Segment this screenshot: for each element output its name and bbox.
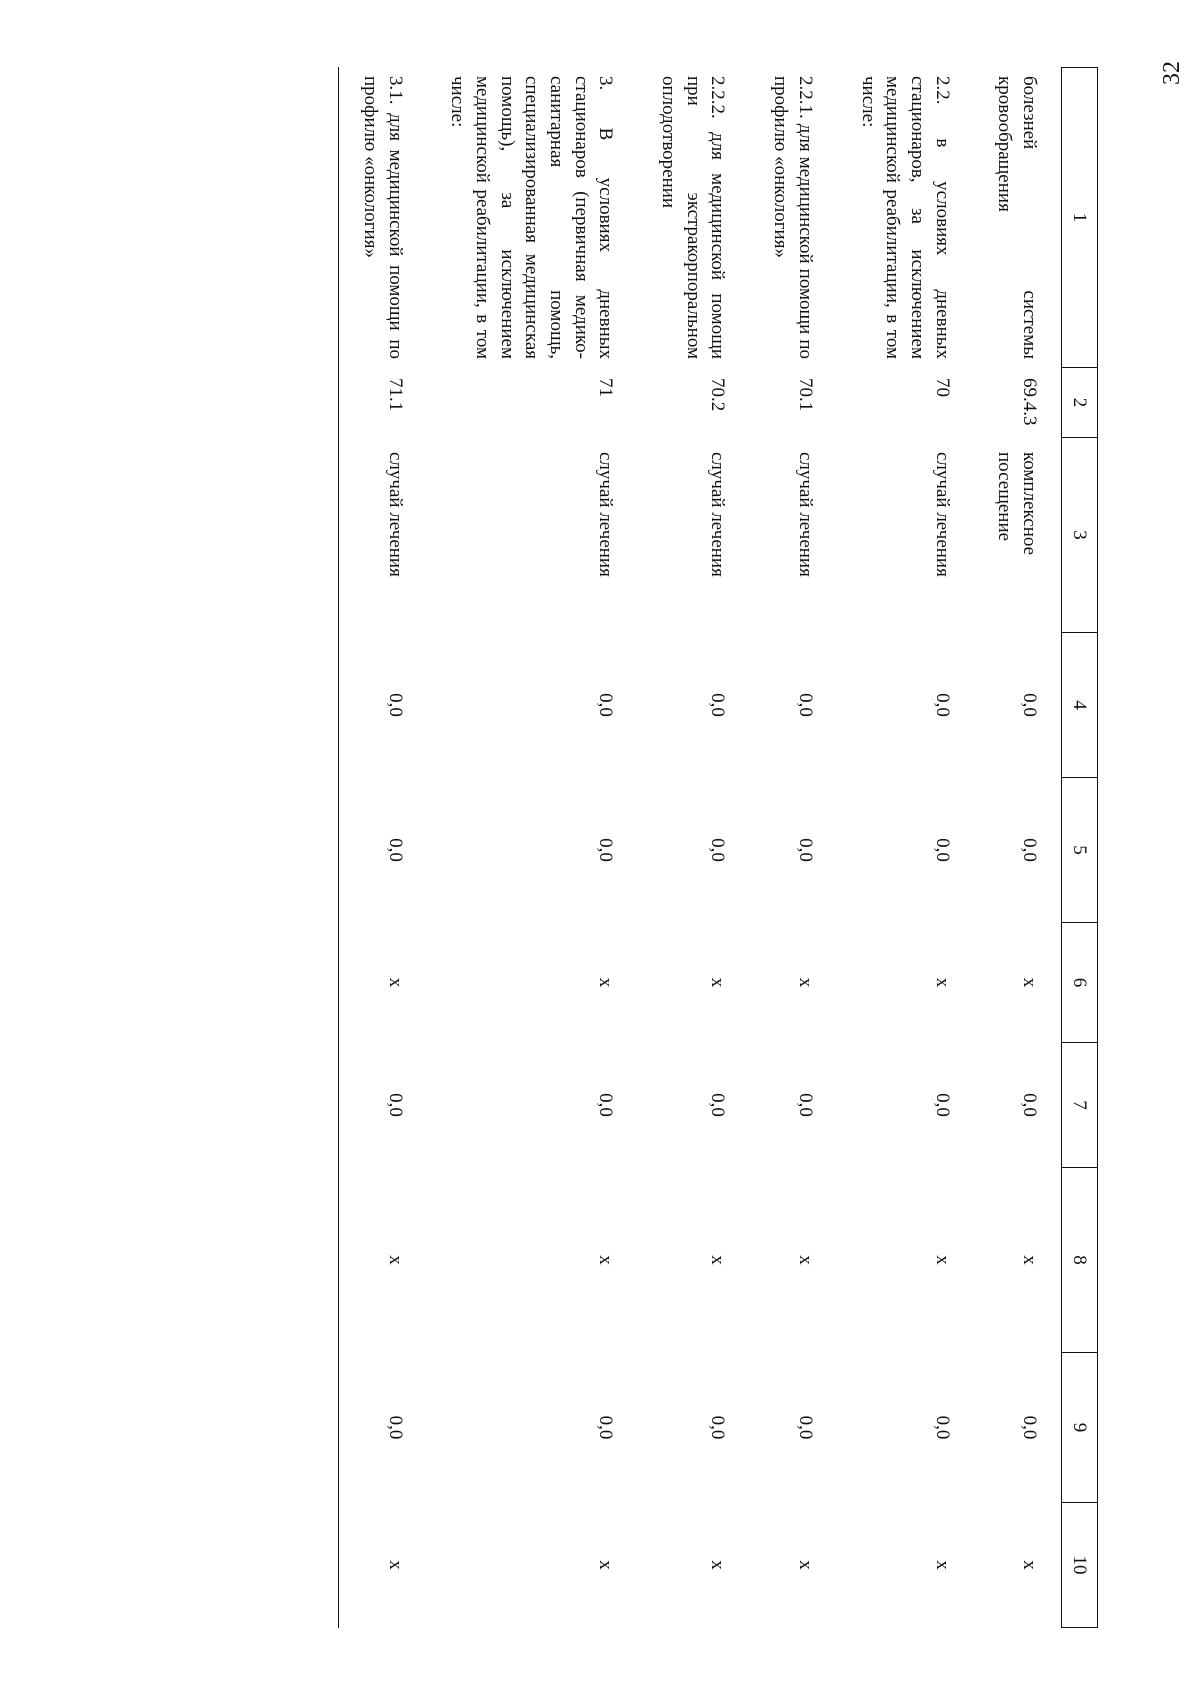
cell-col-8: x [1019, 1255, 1040, 1265]
cell-col-8: x [931, 1255, 953, 1265]
cell-col-6: x [595, 977, 617, 988]
row-unit: случай лечения [707, 452, 729, 577]
table-row [427, 68, 638, 1628]
cell-col-7: 0,0 [931, 1093, 953, 1117]
col-header-6: 6 [1062, 923, 1098, 1043]
cell-col-9: 0,0 [339, 1353, 427, 1503]
col-header-9: 9 [1062, 1353, 1098, 1503]
row-description: 2.2.2. для медицинской помощи при экстракорпоральном оплодотворении [658, 76, 729, 359]
cell-col-9: 0,0 [595, 1415, 617, 1440]
row-unit: случай лечения [595, 452, 617, 577]
row-code: 70.1 [794, 378, 816, 412]
cell-col-6: x [794, 977, 816, 988]
cell-col-7: 0,0 [595, 1093, 617, 1117]
row-code: 71 [595, 378, 617, 397]
cell-col-9: 0,0 [707, 1415, 729, 1440]
rotated-document-page [178, 57, 1185, 1657]
table-row [750, 68, 837, 1628]
row-code: 71.1 [339, 368, 427, 438]
cell-col-8: x [707, 1255, 729, 1265]
cell-col-5: 0,0 [794, 838, 816, 862]
row-unit: случай лечения [931, 452, 953, 577]
cell-col-10: x [339, 1503, 427, 1628]
cell-col-10: x [794, 1560, 816, 1570]
cell-col-6: x [931, 977, 953, 988]
cell-col-8: x [339, 1168, 427, 1353]
cell-col-4: 0,0 [595, 693, 617, 717]
cell-col-4: 0,0 [1019, 693, 1040, 717]
table-row [974, 68, 1062, 1628]
cell-col-5: 0,0 [931, 838, 953, 862]
col-header-2: 2 [1062, 368, 1098, 438]
cell-col-4: 0,0 [794, 693, 816, 717]
cell-col-4: 0,0 [931, 693, 953, 717]
col-header-5: 5 [1062, 778, 1098, 923]
col-header-4: 4 [1062, 633, 1098, 778]
cell-col-10: x [1019, 1560, 1040, 1570]
cell-col-7: 0,0 [339, 1043, 427, 1168]
cell-col-6: x [339, 923, 427, 1043]
cell-col-8: x [794, 1255, 816, 1265]
row-unit: комплексное посещение [994, 452, 1040, 556]
row-code: 70 [931, 378, 953, 397]
cell-col-9: 0,0 [794, 1415, 816, 1440]
cell-col-9: 0,0 [931, 1415, 953, 1440]
row-unit: случай лечения [794, 452, 816, 577]
table-row [837, 68, 974, 1628]
row-unit: случай лечения [339, 438, 427, 633]
header-row [1062, 68, 1098, 1628]
row-code: 69.4.3 [1019, 378, 1040, 426]
col-header-8: 8 [1062, 1168, 1098, 1353]
data-table [338, 67, 1098, 1628]
row-description: 3.1. для медицинской помощи по профилю «онкология» [339, 68, 427, 368]
cell-col-10: x [595, 1560, 617, 1570]
page-number: 32 [1159, 61, 1185, 85]
row-code: 70.2 [707, 378, 729, 412]
col-header-10: 10 [1062, 1503, 1098, 1628]
cell-col-10: x [931, 1560, 953, 1570]
cell-col-5: 0,0 [1019, 838, 1040, 862]
table-row [339, 68, 427, 1628]
cell-col-5: 0,0 [595, 838, 617, 862]
cell-col-6: x [707, 977, 729, 988]
col-header-1: 1 [1062, 68, 1098, 368]
col-header-3: 3 [1062, 438, 1098, 633]
cell-col-5: 0,0 [339, 778, 427, 923]
cell-col-4: 0,0 [707, 693, 729, 717]
col-header-7: 7 [1062, 1043, 1098, 1168]
row-description: 3. В условиях дневных стационаров (первичная медико-санитарная помощь, специализированная медицинская помощь), за исключением медицинской реабилитации, в том числе: [447, 76, 617, 359]
row-description: 2.2. в условиях дневных стационаров, за исключением медицинской реабилитации, в том числе: [857, 76, 953, 359]
cell-col-5: 0,0 [707, 838, 729, 862]
cell-col-6: x [1019, 977, 1040, 988]
table-row [637, 68, 749, 1628]
row-description: 2.2.1. для медицинской помощи по профилю «онкология» [770, 76, 816, 359]
row-description: болезней системы кровообращения [994, 76, 1040, 359]
cell-col-10: x [707, 1560, 729, 1570]
cell-col-4: 0,0 [339, 633, 427, 778]
cell-col-9: 0,0 [1019, 1415, 1040, 1440]
cell-col-7: 0,0 [794, 1093, 816, 1117]
cell-col-7: 0,0 [1019, 1093, 1040, 1117]
cell-col-7: 0,0 [707, 1093, 729, 1117]
cell-col-8: x [595, 1255, 617, 1265]
